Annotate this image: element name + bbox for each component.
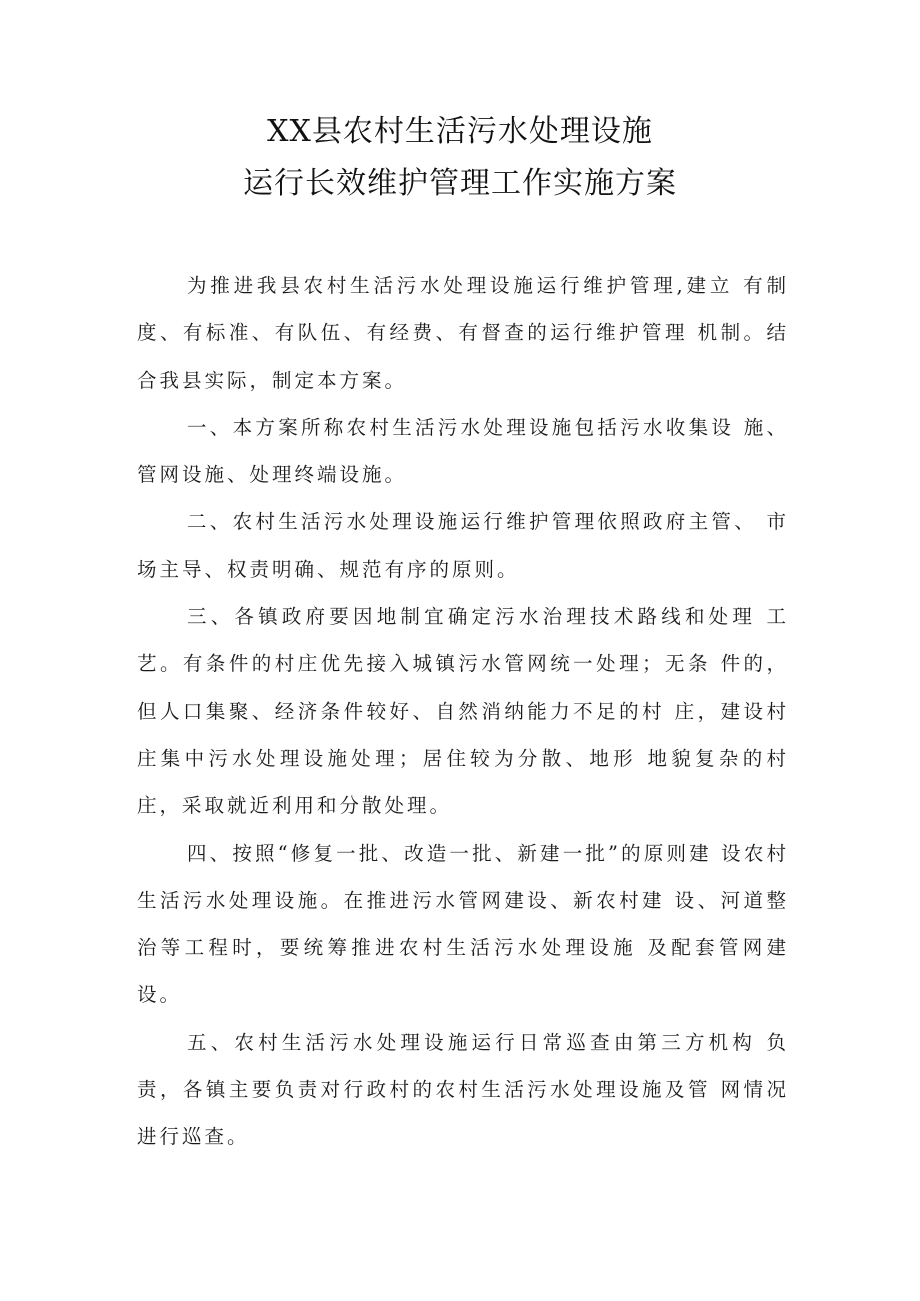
paragraph-5: 五、农村生活污水处理设施运行日常巡查由第三方机构 负责，各镇主要负责对行政村的农村生活污水处理设施及管 网情况进行巡查。 — [137, 1030, 789, 1149]
paragraph-3: 三、各镇政府要因地制宜确定污水治理技术路线和处理 工艺。有条件的村庄优先接入城镇污水管网统一处理；无条 件的，但人口集聚、经济条件较好、自然消纳能力不足的村 庄，建设村庄集中污水处理设施处理；居住较为分散、地形 地貌复杂的村庄，采取就近利用和分散处理。 — [137, 605, 789, 818]
paragraph-2: 二、农村生活污水处理设施运行维护管理依照政府主管、 市场主导、权责明确、规范有序的原则。 — [137, 510, 789, 581]
paragraph-4: 四、按照“修复一批、改造一批、新建一批”的原则建 设农村生活污水处理设施。在推进污水管网建设、新农村建 设、河道整治等工程时，要统筹推进农村生活污水处理设施 及配套管网建设。 — [137, 841, 789, 1007]
paragraph-intro: 为推进我县农村生活污水处理设施运行维护管理,建立 有制度、有标准、有队伍、有经费、有督查的运行维护管理 机制。结合我县实际，制定本方案。 — [137, 274, 789, 392]
document-title-line-2: 运行长效维护管理工作实施方案 — [243, 166, 677, 201]
document-body — [137, 262, 789, 1161]
document-title-line-1: XX县农村生活污水处理设施 — [267, 114, 653, 149]
paragraph-1: 一、本方案所称农村生活污水处理设施包括污水收集设 施、管网设施、处理终端设施。 — [137, 415, 789, 487]
